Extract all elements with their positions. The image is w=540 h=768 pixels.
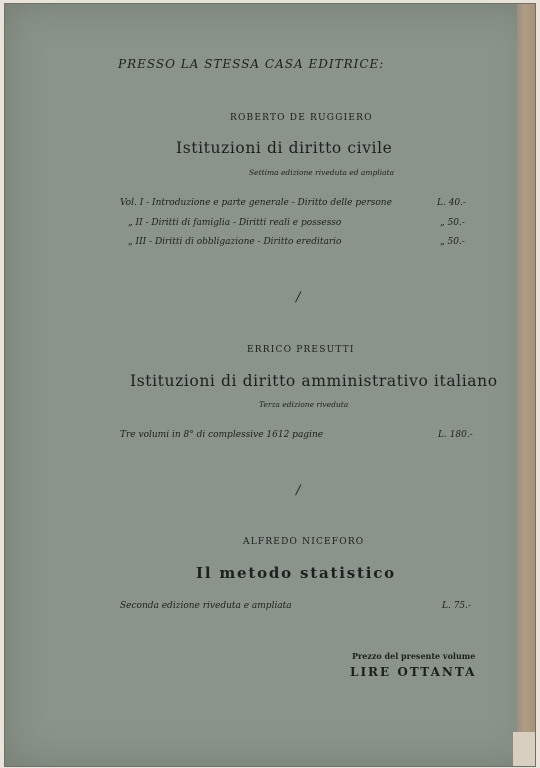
torn-corner: [513, 732, 535, 766]
book-2-description: Tre volumi in 8° di complessive 1612 pagine: [120, 430, 324, 440]
volume-price-value: LIRE OTTANTA: [350, 665, 477, 679]
book-1-volume-1: Vol. I - Introduzione e parte generale - Diritto delle persone: [120, 198, 392, 208]
book-2-author: ERRICO PRESUTTI: [247, 345, 355, 355]
book-2-edition: Terza edizione riveduta: [259, 400, 349, 409]
book-2-price: L. 180.-: [438, 430, 473, 440]
book-1-volume-3-price: „ 50.-: [440, 237, 465, 247]
publisher-header: PRESSO LA STESSA CASA EDITRICE:: [118, 57, 385, 71]
book-3-author: ALFREDO NICEFORO: [243, 537, 365, 547]
book-3-price: L. 75.-: [442, 601, 472, 611]
book-1-volume-1-price: L. 40.-: [437, 198, 467, 208]
book-3-edition-line: Seconda edizione riveduta e ampliata: [120, 601, 292, 611]
book-1-title: Istituzioni di diritto civile: [176, 139, 393, 157]
separator-1: /: [296, 290, 301, 305]
separator-2: /: [296, 483, 301, 498]
book-1-volume-2: „ II - Diritti di famiglia - Diritti reali e possesso: [128, 218, 342, 228]
book-2-title: Istituzioni di diritto amministrativo italiano: [130, 372, 498, 390]
book-1-volume-3: „ III - Diritti di obbligazione - Diritto ereditario: [128, 237, 342, 247]
book-1-volume-2-price: „ 50.-: [440, 218, 465, 228]
book-3-title: Il metodo statistico: [196, 564, 396, 582]
book-1-edition: Settima edizione riveduta ed ampliata: [249, 168, 395, 177]
cover-spine-edge: [517, 4, 535, 766]
volume-price-label: Prezzo del presente volume: [352, 651, 476, 661]
book-1-author: ROBERTO DE RUGGIERO: [230, 113, 373, 123]
